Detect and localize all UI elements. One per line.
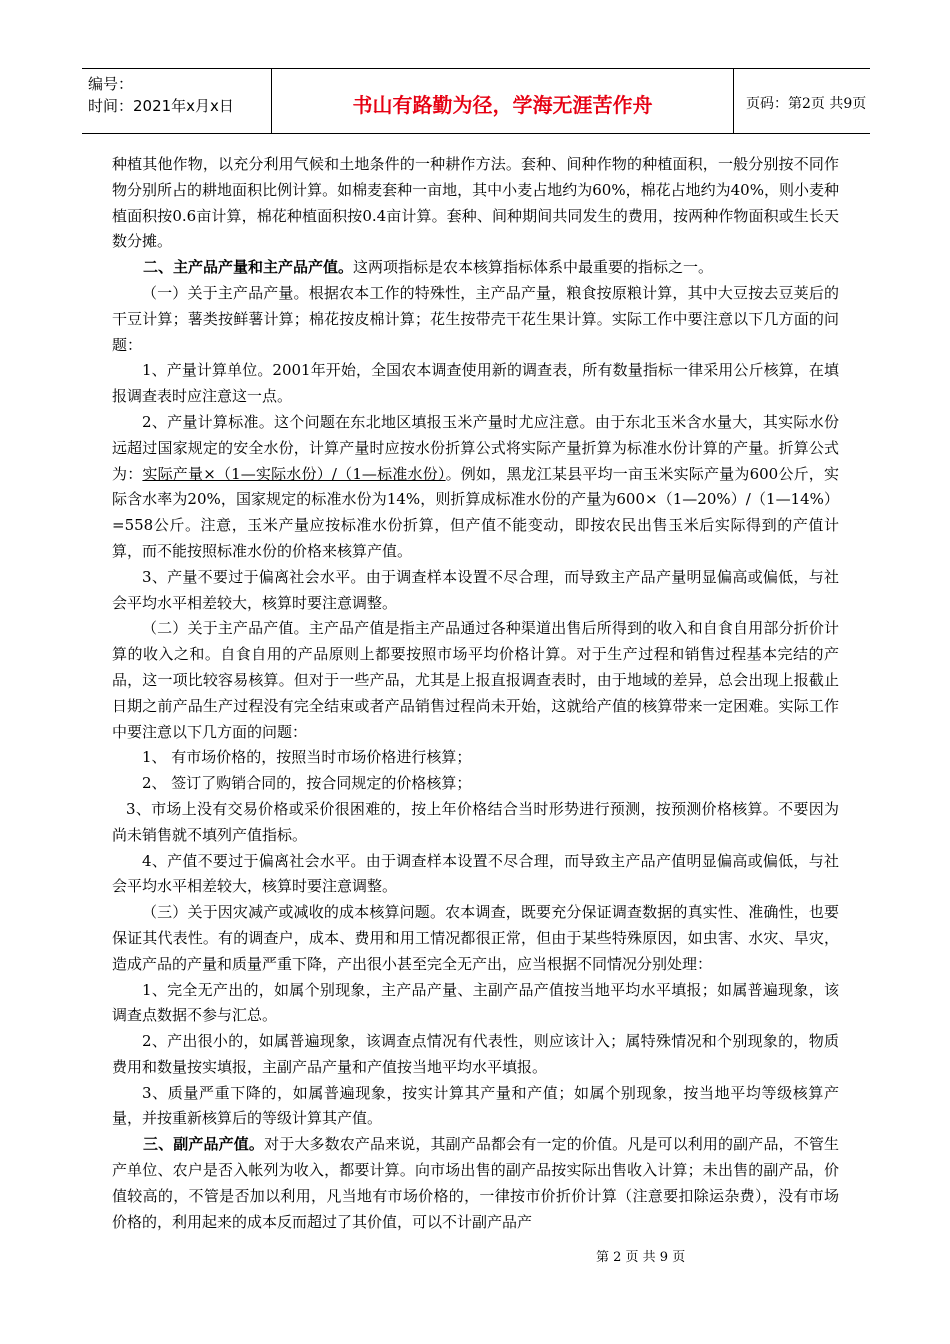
- text-run: 2、产量计算标准。这个问题在东北地区填报玉米产量时尤应注意。由于东北玉米含水量大，其实际水份远超过国家规定的安全水份，计算产量时应按水份折算公式将实际产量折算为标准水份计算的产量。折算公式为：: [112, 412, 839, 483]
- list-item: 1、 有市场价格的，按照当时市场价格进行核算；: [142, 748, 472, 767]
- section-text: 对于大多数农产品来说，其副产品都会有一定的价值。凡是可以利用的副产品，不管生产单位、农户是否入帐列为收入，都要计算。向市场出售的副产品按实际出售收入计算；未出售的副产品，价值较高的，不管是否加以利用，凡当地有市场价格的，一律按市价折价计算（注意要扣除运杂费），没有市场价格的，利用起来的成本反而超过了其价值，可以不计副产品产: [112, 1135, 839, 1231]
- list-item: 2、 签订了购销合同的，按合同规定的价格核算；: [142, 774, 472, 793]
- header-meta: [82, 69, 272, 133]
- serial-label: 编号：: [88, 75, 134, 93]
- date-label: 时间：2021年x月x日: [88, 97, 234, 115]
- paragraph: 3、产量不要过于偏离社会水平。由于调查样本设置不尽合理，而导致主产品产量明显偏高或偏低，与社会平均水平相差较大，核算时要注意调整。: [112, 567, 839, 612]
- page-header: [82, 68, 870, 134]
- page-footer: 第 2 页 共 9 页: [596, 1250, 686, 1265]
- paragraph: 4、产值不要过于偏离社会水平。由于调查样本设置不尽合理，而导致主产品产值明显偏高或偏低，与社会平均水平相差较大，核算时要注意调整。: [112, 851, 839, 896]
- document-body: [112, 152, 839, 1235]
- paragraph: （一）关于主产品产量。根据农本工作的特殊性，主产品产量，粮食按原粮计算，其中大豆按去豆荚后的干豆计算；薯类按鲜薯计算；棉花按皮棉计算；花生按带壳干花生果计算。实际工作中要注意以下几方面的问题：: [112, 283, 839, 354]
- paragraph: 2、产出很小的，如属普遍现象，该调查点情况有代表性，则应该计入；属特殊情况和个别现象的，物质费用和数量按实填报，主副产品产量和产值按当地平均水平填报。: [112, 1032, 839, 1076]
- paragraph: （三）关于因灾减产或减收的成本核算问题。农本调查，既要充分保证调查数据的真实性、准确性，也要保证其代表性。有的调查户，成本、费用和用工情况都很正常，但由于某些特殊原因，如虫害、水灾、旱灾，造成产品的产量和质量严重下降，产出很小甚至完全无产出，应当根据不同情况分别处理：: [112, 903, 839, 973]
- section-text: 这两项指标是农本核算指标体系中最重要的指标之一。: [353, 258, 714, 277]
- paragraph: 1、产量计算单位。2001年开始，全国农本调查使用新的调查表，所有数量指标一律采用公斤核算，在填报调查表时应注意这一点。: [112, 361, 839, 406]
- paragraph: （二）关于主产品产值。主产品产值是指主产品通过各种渠道出售后所得到的收入和自食自用部分折价计算的收入之和。自食自用的产品原则上都要按照市场平均价格计算。对于生产过程和销售过程基本完结的产品，这一项比较容易核算。但对于一些产品，尤其是上报直报调查表时，由于地域的差异，总会出现上报截止日期之前产品生产过程没有完全结束或者产品销售过程尚未开始，这就给产值的核算带来一定困难。实际工作中要注意以下几方面的问题：: [112, 619, 839, 741]
- section-heading-3: [112, 1132, 839, 1235]
- paragraph: 种植其他作物，以充分利用气候和土地条件的一种耕作方法。套种、间种作物的种植面积，一般分别按不同作物分别所占的耕地面积比例计算。如棉麦套种一亩地，其中小麦占地约为60%，棉花占地约为40%，则小麦种植面积按0.6亩计算，棉花种植面积按0.4亩计算。套种、间种期间共同发生的费用，按两种作物面积或生长天数分摊。: [112, 155, 839, 251]
- section-heading-2: [112, 255, 839, 281]
- header-motto: 书山有路勤为径，学海无涯苦作舟: [272, 69, 734, 133]
- paragraph: 3、质量严重下降的，如属普遍现象，按实计算其产量和产值；如属个别现象，按当地平均等级核算产量，并按重新核算后的等级计算其产值。: [112, 1083, 839, 1128]
- section-title: 三、副产品产值。: [143, 1135, 265, 1154]
- text-run: 。例如，黑龙江某县平均一亩玉米实际产量为600公斤，实际含水率为20%，国家规定的标准水份为14%，则折算成标准水份的产量为600×（1—20%）/（1—14%）=558公斤。注意，玉米产量应按标准水份折算，但产值不能变动，即按农民出售玉米后实际得到的产值计算，而不能按照标准水份的价格来核算产值。: [112, 464, 839, 560]
- header-page-label: 页码：第2页 共9页: [746, 96, 867, 112]
- paragraph: [112, 410, 839, 565]
- section-title: 二、主产品产量和主产品产值。: [143, 258, 354, 277]
- list-item: 3、市场上没有交易价格或采价很困难的，按上年价格结合当时形势进行预测，按预测价格核算。不要因为尚未销售就不填列产值指标。: [112, 799, 839, 844]
- formula: 实际产量×（1—实际水份）/（1—标准水份）: [142, 464, 446, 483]
- paragraph: 1、完全无产出的，如属个别现象，主产品产量、主副产品产值按当地平均水平填报；如属普遍现象，该调查点数据不参与汇总。: [112, 980, 839, 1025]
